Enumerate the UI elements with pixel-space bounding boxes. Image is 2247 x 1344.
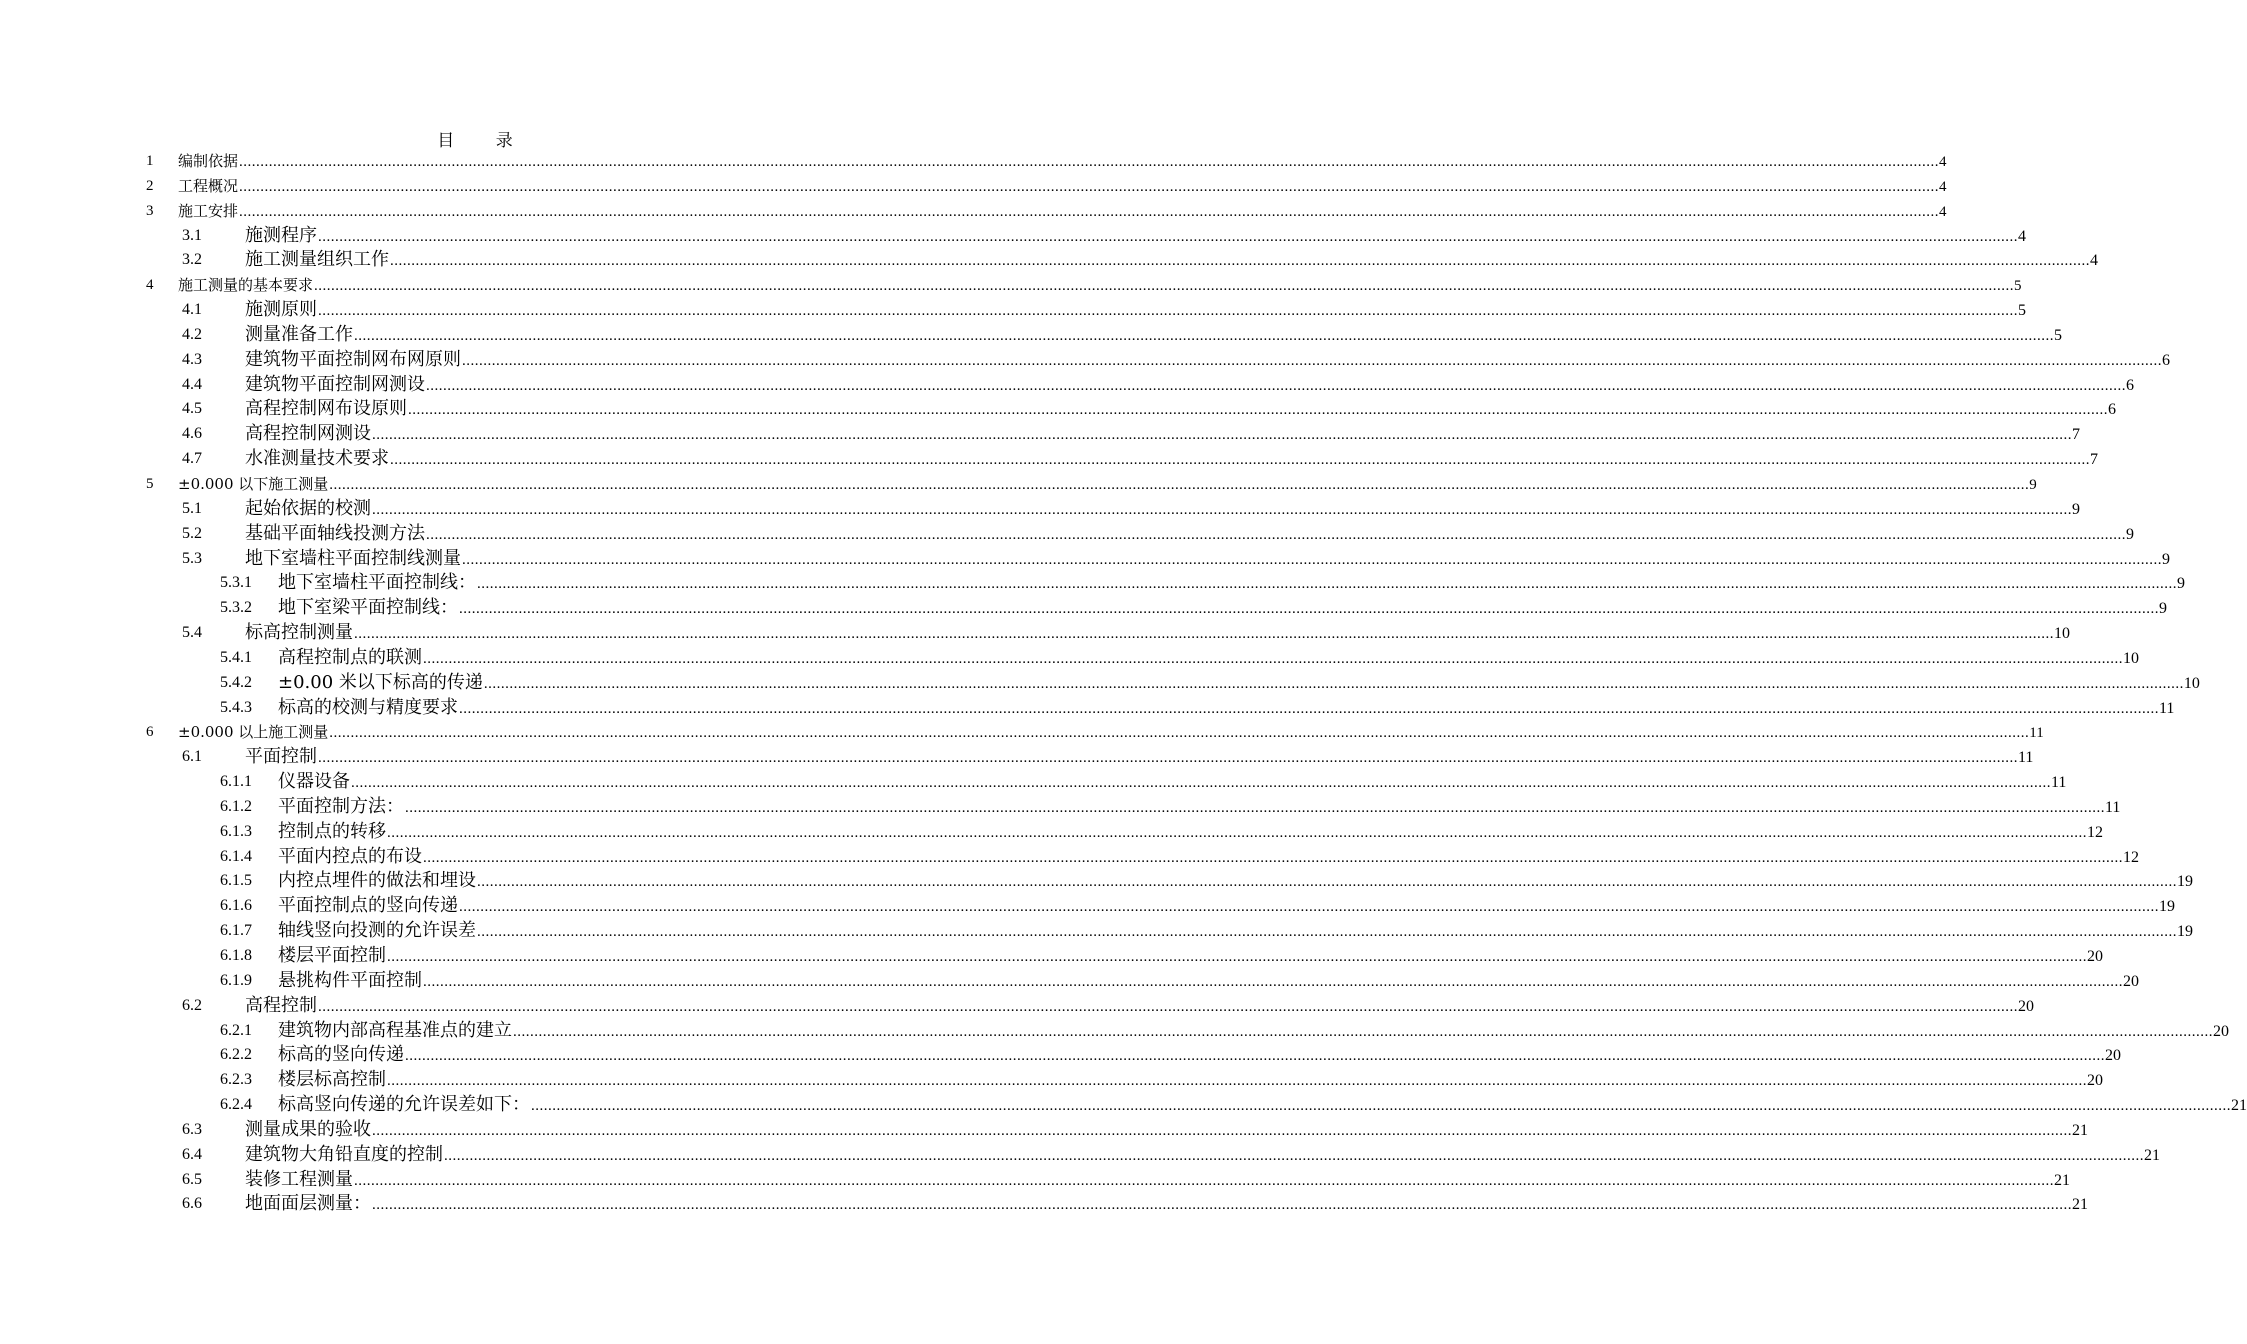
toc-leader-dots: ................................................................................................................................................................................................................................................................................................................................................................................................................ [318, 998, 2018, 1015]
toc-entry-line [278, 819, 2103, 846]
toc-entry-title: 悬挑构件平面控制 [278, 969, 422, 991]
table-of-contents [0, 148, 2247, 1216]
toc-entry-title: 测量准备工作 [245, 323, 353, 345]
toc-entry-page: 9 [2072, 500, 2080, 518]
toc-leader-dots: ................................................................................................................................................................................................................................................................................................................................................................................................................ [444, 1147, 2144, 1164]
toc-leader-dots: ................................................................................................................................................................................................................................................................................................................................................................................................................ [459, 700, 2159, 717]
toc-entry[interactable] [0, 223, 2026, 248]
toc-entry-title: 标高竖向传递的允许误差如下： [278, 1094, 530, 1116]
toc-entry-title: 标高控制测量 [245, 622, 353, 644]
toc-leader-dots: ................................................................................................................................................................................................................................................................................................................................................................................................................ [462, 352, 2162, 369]
toc-entry-title: 建筑物内部高程基准点的建立 [278, 1019, 512, 1041]
toc-entry-title: 施测程序 [245, 224, 317, 246]
toc-entry[interactable] [0, 744, 2034, 769]
toc-entry-page: 21 [2072, 1121, 2088, 1139]
toc-entry-line [178, 173, 1947, 200]
toc-entry[interactable] [0, 521, 2134, 546]
toc-entry-page: 19 [2177, 923, 2193, 941]
toc-entry-number: 3.1 [182, 226, 202, 244]
toc-entry-number: 5.4.3 [220, 698, 252, 716]
toc-entry-line [245, 372, 2134, 399]
toc-entry-line [278, 1042, 2121, 1069]
toc-leader-dots: ................................................................................................................................................................................................................................................................................................................................................................................................................ [329, 725, 2030, 742]
toc-entry-title: ±0.00 米以下标高的传递 [278, 671, 483, 693]
toc-entry[interactable] [0, 148, 1947, 173]
toc-entry-number: 5.3.2 [220, 599, 252, 617]
toc-entry-number: 4.6 [182, 425, 202, 443]
toc-leader-dots: ................................................................................................................................................................................................................................................................................................................................................................................................................ [239, 154, 1940, 170]
toc-entry-title: 地面面层测量： [245, 1193, 371, 1215]
toc-entry-line [278, 595, 2167, 622]
toc-entry[interactable] [0, 844, 2139, 869]
toc-entry-line [245, 1191, 2088, 1218]
toc-entry-number: 6.1.8 [220, 947, 252, 964]
toc-entry-line [245, 396, 2116, 423]
toc-entry-title: 控制点的转移 [278, 820, 386, 842]
toc-entry[interactable] [0, 794, 2121, 819]
toc-leader-dots: ................................................................................................................................................................................................................................................................................................................................................................................................................ [408, 402, 2108, 419]
toc-leader-dots: ................................................................................................................................................................................................................................................................................................................................................................................................................ [372, 1122, 2072, 1139]
toc-leader-dots: ................................................................................................................................................................................................................................................................................................................................................................................................................ [318, 228, 2018, 245]
toc-entry-line [278, 968, 2139, 995]
toc-entry-line [278, 570, 2185, 597]
toc-entry-number: 6.2.2 [220, 1046, 252, 1064]
toc-entry-number: 6.2 [182, 996, 202, 1014]
toc-leader-dots: ................................................................................................................................................................................................................................................................................................................................................................................................................ [387, 949, 2087, 965]
toc-entry-title: 施测原则 [245, 299, 317, 321]
toc-leader-dots: ................................................................................................................................................................................................................................................................................................................................................................................................................ [423, 973, 2123, 990]
toc-entry-line [245, 1142, 2160, 1169]
toc-entry-line [278, 1092, 2247, 1119]
toc-entry[interactable] [0, 1092, 2247, 1117]
toc-leader-dots: ................................................................................................................................................................................................................................................................................................................................................................................................................ [372, 427, 2072, 444]
toc-leader-dots: ................................................................................................................................................................................................................................................................................................................................................................................................................ [351, 775, 2051, 792]
toc-entry-page: 6 [2162, 351, 2170, 369]
toc-entry-number: 4 [146, 277, 154, 294]
toc-entry[interactable] [0, 247, 2098, 272]
toc-entry-line [178, 148, 1947, 175]
toc-entry-number: 6.1.5 [220, 872, 252, 890]
toc-leader-dots: ................................................................................................................................................................................................................................................................................................................................................................................................................ [426, 377, 2126, 394]
toc-entry-page: 21 [2072, 1196, 2088, 1214]
toc-entry-number: 6.6 [182, 1195, 202, 1213]
toc-entry-page: 9 [2126, 525, 2134, 543]
toc-entry-line [245, 521, 2134, 548]
toc-leader-dots: ................................................................................................................................................................................................................................................................................................................................................................................................................ [390, 253, 2090, 270]
toc-entry-number: 6 [146, 724, 154, 741]
toc-entry-title: ±0.000 以上施工测量 [178, 723, 329, 742]
toc-entry-line [245, 247, 2098, 274]
toc-entry[interactable] [0, 893, 2175, 918]
toc-entry-title: 平面控制点的竖向传递 [278, 895, 458, 917]
toc-leader-dots: ................................................................................................................................................................................................................................................................................................................................................................................................................ [239, 203, 1940, 220]
toc-entry-page: 5 [2054, 326, 2062, 344]
toc-entry-number: 5.3 [182, 549, 202, 567]
toc-entry-number: 6.1 [182, 748, 202, 766]
toc-entry-page: 12 [2123, 848, 2139, 866]
toc-entry[interactable] [0, 719, 2044, 744]
toc-entry-line [278, 670, 2200, 697]
toc-entry-title: 地下室梁平面控制线： [278, 597, 458, 619]
toc-entry-title: 楼层平面控制 [278, 945, 386, 966]
toc-entry-line [245, 993, 2034, 1020]
toc-entry-title: 楼层标高控制 [278, 1069, 386, 1091]
toc-entry-line [245, 1167, 2070, 1194]
toc-entry-number: 6.1.2 [220, 797, 252, 815]
toc-entry[interactable] [0, 968, 2139, 993]
toc-entry-number: 4.7 [182, 450, 202, 468]
toc-entry[interactable] [0, 546, 2170, 571]
toc-entry-line [278, 645, 2139, 672]
toc-entry[interactable] [0, 471, 2037, 496]
toc-entry[interactable] [0, 496, 2080, 521]
toc-entry-page: 19 [2177, 873, 2193, 891]
toc-entry-page: 10 [2123, 649, 2139, 667]
toc-entry-line [278, 844, 2139, 871]
toc-entry[interactable] [0, 943, 2103, 968]
toc-entry-line [278, 943, 2103, 970]
toc-entry-number: 6.1.6 [220, 897, 252, 915]
toc-entry-number: 5.4.2 [220, 673, 252, 691]
toc-entry[interactable] [0, 272, 2022, 297]
toc-entry-page: 6 [2126, 376, 2134, 394]
toc-entry-number: 5.2 [182, 524, 202, 542]
toc-entry-number: 5.4.1 [220, 648, 252, 666]
toc-entry-line [278, 1067, 2103, 1094]
toc-entry-page: 4 [1939, 154, 1947, 170]
toc-entry-title: 测量成果的验收 [245, 1118, 371, 1140]
toc-entry-page: 11 [2029, 725, 2044, 742]
toc-entry-title: 建筑物大角铅直度的控制 [245, 1143, 443, 1165]
toc-leader-dots: ................................................................................................................................................................................................................................................................................................................................................................................................................ [387, 1073, 2087, 1090]
toc-entry[interactable] [0, 322, 2062, 347]
toc-entry-line [178, 719, 2044, 746]
toc-entry-line [245, 620, 2070, 647]
toc-entry[interactable] [0, 173, 1947, 198]
toc-entry[interactable] [0, 595, 2167, 620]
toc-entry-page: 11 [2105, 798, 2121, 816]
toc-entry-title: 高程控制网测设 [245, 423, 371, 445]
toc-entry-number: 4.2 [182, 325, 202, 343]
toc-entry[interactable] [0, 695, 2175, 720]
toc-entry-line [278, 893, 2175, 920]
toc-leader-dots: ................................................................................................................................................................................................................................................................................................................................................................................................................ [239, 178, 1940, 195]
toc-leader-dots: ................................................................................................................................................................................................................................................................................................................................................................................................................ [477, 874, 2177, 891]
toc-entry[interactable] [0, 769, 2067, 794]
toc-entry-number: 6.1.4 [220, 847, 252, 865]
toc-entry-title: 平面控制方法： [278, 795, 404, 817]
toc-entry-title: 高程控制网布设原则 [245, 398, 407, 420]
toc-entry-number: 5.1 [182, 499, 202, 517]
toc-entry-title: 高程控制 [245, 994, 317, 1016]
toc-entry-line [245, 1117, 2088, 1144]
toc-leader-dots: ................................................................................................................................................................................................................................................................................................................................................................................................................ [354, 1172, 2054, 1189]
toc-entry[interactable] [0, 570, 2185, 595]
toc-entry-line [278, 695, 2175, 722]
toc-entry-title: ±0.000 以下施工测量 [178, 474, 329, 493]
toc-entry-line [245, 322, 2062, 349]
toc-entry-page: 21 [2054, 1171, 2070, 1189]
toc-entry[interactable] [0, 446, 2098, 471]
toc-leader-dots: ................................................................................................................................................................................................................................................................................................................................................................................................................ [462, 551, 2162, 568]
toc-leader-dots: ................................................................................................................................................................................................................................................................................................................................................................................................................ [372, 501, 2072, 518]
toc-entry-line [278, 868, 2193, 895]
toc-entry-line [245, 546, 2170, 573]
toc-title: 目 录 [437, 131, 531, 151]
toc-entry-page: 4 [2090, 252, 2098, 270]
toc-entry-number: 6.2.1 [220, 1021, 252, 1039]
toc-leader-dots: ................................................................................................................................................................................................................................................................................................................................................................................................................ [318, 750, 2018, 767]
toc-entry-number: 6.1.1 [220, 773, 252, 791]
toc-entry-page: 7 [2072, 426, 2080, 444]
toc-entry-page: 11 [2159, 699, 2175, 717]
toc-entry-page: 5 [2014, 278, 2022, 295]
toc-entry-number: 2 [146, 177, 154, 194]
toc-leader-dots: ................................................................................................................................................................................................................................................................................................................................................................................................................ [459, 899, 2159, 916]
toc-entry-page: 4 [2018, 227, 2026, 245]
toc-leader-dots: ................................................................................................................................................................................................................................................................................................................................................................................................................ [329, 476, 2030, 493]
toc-entry[interactable] [0, 1117, 2088, 1142]
toc-entry-title: 基础平面轴线投测方法 [245, 522, 425, 544]
toc-entry-title: 建筑物平面控制网测设 [245, 373, 425, 395]
toc-entry-page: 20 [2123, 972, 2139, 990]
toc-entry[interactable] [0, 670, 2200, 695]
toc-leader-dots: ................................................................................................................................................................................................................................................................................................................................................................................................................ [354, 327, 2054, 344]
toc-entry[interactable] [0, 1018, 2229, 1043]
toc-leader-dots: ................................................................................................................................................................................................................................................................................................................................................................................................................ [531, 1098, 2231, 1115]
toc-entry-page: 20 [2087, 1072, 2103, 1090]
toc-leader-dots: ................................................................................................................................................................................................................................................................................................................................................................................................................ [513, 1023, 2213, 1040]
toc-leader-dots: ................................................................................................................................................................................................................................................................................................................................................................................................................ [387, 824, 2087, 841]
toc-entry[interactable] [0, 993, 2034, 1018]
toc-entry-page: 20 [2018, 997, 2034, 1015]
toc-entry[interactable] [0, 1042, 2121, 1067]
toc-entry-line [245, 496, 2080, 523]
toc-entry-page: 4 [1939, 203, 1947, 220]
toc-entry-page: 11 [2051, 774, 2067, 792]
toc-entry-line [178, 272, 2022, 299]
toc-leader-dots: ................................................................................................................................................................................................................................................................................................................................................................................................................ [423, 650, 2123, 667]
toc-leader-dots: ................................................................................................................................................................................................................................................................................................................................................................................................................ [354, 626, 2054, 643]
toc-entry-line [245, 446, 2098, 473]
toc-leader-dots: ................................................................................................................................................................................................................................................................................................................................................................................................................ [477, 576, 2177, 593]
toc-entry-line [278, 769, 2067, 796]
toc-entry-line [178, 198, 1947, 225]
toc-leader-dots: ................................................................................................................................................................................................................................................................................................................................................................................................................ [318, 303, 2018, 320]
toc-entry-title: 工程概况 [178, 176, 239, 195]
toc-entry-title: 地下室墙柱平面控制线： [278, 572, 476, 594]
toc-entry-number: 6.4 [182, 1145, 202, 1163]
toc-entry[interactable] [0, 347, 2170, 372]
toc-entry[interactable] [0, 645, 2139, 670]
toc-entry-line [245, 421, 2080, 448]
toc-leader-dots: ................................................................................................................................................................................................................................................................................................................................................................................................................ [390, 452, 2090, 469]
toc-entry[interactable] [0, 421, 2080, 446]
toc-entry[interactable] [0, 868, 2193, 893]
toc-entry[interactable] [0, 1191, 2088, 1216]
toc-entry-page: 9 [2177, 575, 2185, 593]
toc-entry-title: 装修工程测量 [245, 1168, 353, 1190]
toc-entry-line [245, 223, 2026, 250]
toc-entry-number: 5.3.1 [220, 574, 252, 592]
toc-entry-title: 建筑物平面控制网布网原则 [245, 348, 461, 370]
toc-entry-line [245, 347, 2170, 374]
toc-entry-line [278, 794, 2121, 821]
toc-entry-page: 20 [2087, 948, 2103, 965]
toc-entry-title: 施工测量的基本要求 [178, 276, 314, 295]
toc-entry-number: 6.3 [182, 1120, 202, 1138]
toc-entry-number: 3.2 [182, 251, 202, 269]
toc-entry-number: 1 [146, 153, 154, 169]
toc-entry-number: 6.1.9 [220, 971, 252, 989]
toc-entry-title: 编制依据 [178, 152, 239, 170]
toc-entry-number: 6.5 [182, 1170, 202, 1188]
toc-entry-title: 平面内控点的布设 [278, 845, 422, 867]
toc-leader-dots: ................................................................................................................................................................................................................................................................................................................................................................................................................ [372, 1197, 2072, 1214]
toc-entry-page: 19 [2159, 898, 2175, 916]
toc-leader-dots: ................................................................................................................................................................................................................................................................................................................................................................................................................ [314, 278, 2015, 295]
toc-entry[interactable] [0, 396, 2116, 421]
toc-entry-number: 4.4 [182, 375, 202, 393]
toc-entry[interactable] [0, 297, 2026, 322]
toc-leader-dots: ................................................................................................................................................................................................................................................................................................................................................................................................................ [477, 924, 2177, 941]
toc-entry-page: 11 [2018, 749, 2034, 767]
toc-entry-title: 平面控制 [245, 746, 317, 768]
toc-leader-dots: ................................................................................................................................................................................................................................................................................................................................................................................................................ [459, 601, 2159, 618]
toc-entry-number: 5.4 [182, 624, 202, 642]
toc-entry-line [178, 471, 2037, 498]
toc-entry-number: 6.2.3 [220, 1071, 252, 1089]
toc-entry-page: 4 [1939, 178, 1947, 195]
toc-entry[interactable] [0, 198, 1947, 223]
toc-leader-dots: ................................................................................................................................................................................................................................................................................................................................................................................................................ [405, 799, 2105, 816]
toc-entry-page: 10 [2054, 625, 2070, 643]
toc-entry-line [278, 918, 2193, 945]
toc-entry-page: 21 [2144, 1146, 2160, 1164]
toc-entry[interactable] [0, 1142, 2160, 1167]
toc-entry-title: 轴线竖向投测的允许误差 [278, 920, 476, 942]
toc-entry-title: 起始依据的校测 [245, 497, 371, 519]
toc-entry-page: 6 [2108, 401, 2116, 419]
toc-entry-page: 21 [2231, 1097, 2247, 1115]
toc-entry[interactable] [0, 918, 2193, 943]
toc-entry[interactable] [0, 1067, 2103, 1092]
toc-entry-title: 标高的校测与精度要求 [278, 696, 458, 718]
toc-leader-dots: ................................................................................................................................................................................................................................................................................................................................................................................................................ [426, 526, 2126, 543]
toc-entry-title: 标高的竖向传递 [278, 1044, 404, 1066]
toc-entry-number: 4.3 [182, 350, 202, 368]
toc-entry-page: 12 [2087, 823, 2103, 841]
toc-entry-number: 5 [146, 475, 154, 492]
toc-entry-number: 6.2.4 [220, 1096, 252, 1114]
toc-entry-page: 7 [2090, 451, 2098, 469]
toc-entry[interactable] [0, 620, 2070, 645]
toc-entry-line [278, 1018, 2229, 1045]
toc-entry-page: 20 [2213, 1022, 2229, 1040]
toc-entry-line [245, 297, 2026, 324]
toc-leader-dots: ................................................................................................................................................................................................................................................................................................................................................................................................................ [423, 849, 2123, 866]
toc-entry-page: 10 [2183, 674, 2200, 692]
toc-entry-number: 6.1.3 [220, 822, 252, 840]
toc-entry-title: 施工安排 [178, 201, 239, 220]
toc-entry-title: 内控点埋件的做法和埋设 [278, 870, 476, 892]
toc-entry-number: 4.5 [182, 400, 202, 418]
toc-entry-title: 水准测量技术要求 [245, 448, 389, 470]
toc-entry-line [245, 744, 2034, 771]
toc-entry-title: 施工测量组织工作 [245, 249, 389, 271]
toc-entry-title: 地下室墙柱平面控制线测量 [245, 547, 461, 569]
toc-leader-dots: ................................................................................................................................................................................................................................................................................................................................................................................................................ [405, 1048, 2105, 1065]
toc-entry-number: 3 [146, 202, 154, 219]
toc-entry-title: 仪器设备 [278, 771, 350, 793]
toc-entry-page: 20 [2105, 1047, 2121, 1065]
toc-entry-title: 高程控制点的联测 [278, 646, 422, 668]
toc-leader-dots: ................................................................................................................................................................................................................................................................................................................................................................................................................ [483, 675, 2184, 692]
toc-entry-page: 9 [2162, 550, 2170, 568]
toc-entry-number: 6.1.7 [220, 922, 252, 940]
toc-entry-number: 4.1 [182, 301, 202, 319]
toc-entry-page: 9 [2029, 476, 2037, 493]
toc-entry-page: 5 [2018, 302, 2026, 320]
toc-entry[interactable] [0, 372, 2134, 397]
toc-entry-page: 9 [2159, 600, 2167, 618]
toc-entry[interactable] [0, 1167, 2070, 1192]
toc-entry[interactable] [0, 819, 2103, 844]
